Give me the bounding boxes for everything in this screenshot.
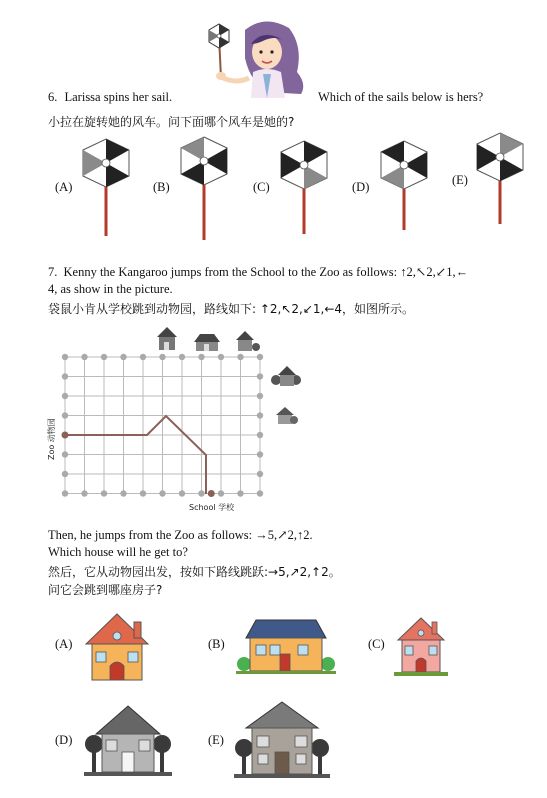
q6-option-d-label[interactable]: (D) (352, 180, 370, 194)
q7-which-zh: 问它会跳到哪座房子? (48, 583, 163, 597)
q7-option-a-label[interactable]: (A) (55, 637, 73, 651)
girl-with-pinwheel-illustration (205, 18, 317, 98)
q7-line2: 4, as show in the picture. (48, 282, 173, 296)
grid-dot (218, 354, 224, 360)
grid-dot (101, 354, 107, 360)
q7-line1-text: Kenny the Kangaroo jumps from the School to the Zoo as follows: ↑2,↖2,↙1,← (63, 265, 469, 279)
grid-dot (198, 490, 204, 496)
grid-dot (257, 373, 263, 379)
q6-option-d-pinwheel[interactable] (376, 138, 432, 230)
grid-house-icon-right-2 (276, 407, 298, 424)
grid-house-icon-top-3 (236, 331, 260, 351)
grid-dot (62, 354, 68, 360)
q7-option-e-house[interactable] (234, 696, 330, 780)
q6-text-zh: 小拉在旋转她的风车。问下面哪个风车是她的? (48, 115, 295, 129)
q7-which-line: Which house will he get to? (48, 545, 188, 559)
q6-number: 6. (48, 90, 58, 104)
girl-pinwheel-icon (209, 24, 229, 78)
q7-then-line: Then, he jumps from the Zoo as follows: →5,↗2,↑2. (48, 528, 313, 542)
kangaroo-grid-map (44, 322, 306, 514)
grid-dot (237, 354, 243, 360)
q7-option-b-label[interactable]: (B) (208, 637, 225, 651)
grid-dot (257, 471, 263, 477)
grid-dot (62, 393, 68, 399)
grid-dot (81, 490, 87, 496)
grid-dot (62, 412, 68, 418)
grid-dot (257, 490, 263, 496)
grid-dot (62, 451, 68, 457)
grid-house-icon-right-1 (271, 366, 301, 386)
q7-line1 (48, 264, 468, 280)
q6-option-b-pinwheel[interactable] (176, 134, 232, 240)
grid-endpoint-dot (208, 490, 215, 497)
grid-house-icon-top-1 (157, 327, 177, 350)
grid-dot (257, 432, 263, 438)
grid-dot (257, 354, 263, 360)
grid-dot (120, 490, 126, 496)
grid-dot (101, 490, 107, 496)
q7-option-c-label[interactable]: (C) (368, 637, 385, 651)
grid-dot (159, 354, 165, 360)
q6-option-c-pinwheel[interactable] (276, 138, 332, 234)
q6-option-e-pinwheel[interactable] (472, 130, 528, 224)
q7-option-e-label[interactable]: (E) (208, 733, 224, 747)
grid-dot (257, 451, 263, 457)
q6-text-en-b: Which of the sails below is hers? (318, 90, 484, 104)
q6-option-a-pinwheel[interactable] (78, 136, 134, 236)
q7-line3-zh: 袋鼠小肯从学校跳到动物园，路线如下: ↑2,↖2,↙1,←4，如图所示。 (48, 302, 415, 316)
grid-dot (179, 490, 185, 496)
grid-dot (198, 354, 204, 360)
grid-dot (179, 354, 185, 360)
grid-dot (140, 490, 146, 496)
grid-dot (140, 354, 146, 360)
grid-school-label: School 学校 (189, 503, 235, 512)
q7-option-d-house[interactable] (84, 702, 172, 776)
q7-number: 7. (48, 265, 58, 279)
grid-house-icon-top-2 (194, 334, 220, 351)
grid-dot (62, 490, 68, 496)
q6-option-b-label[interactable]: (B) (153, 180, 170, 194)
q7-option-a-house[interactable] (82, 612, 152, 684)
grid-lines (62, 354, 264, 497)
q7-option-c-house[interactable] (394, 616, 448, 676)
grid-dot (62, 471, 68, 477)
grid-zoo-label: Zoo 动物园 (47, 418, 56, 460)
q7-then-zh: 然后，它从动物园出发，按如下路线跳跃:→5,↗2,↑2。 (48, 565, 341, 579)
grid-dot (120, 354, 126, 360)
q6-option-a-label[interactable]: (A) (55, 180, 73, 194)
grid-dot (62, 373, 68, 379)
q6-option-c-label[interactable]: (C) (253, 180, 270, 194)
grid-dot (81, 354, 87, 360)
q7-option-b-house[interactable] (236, 618, 336, 674)
grid-dot (237, 490, 243, 496)
q6-option-e-label[interactable]: (E) (452, 173, 468, 187)
grid-dot (218, 490, 224, 496)
grid-dot (257, 393, 263, 399)
q7-option-d-label[interactable]: (D) (55, 733, 73, 747)
grid-dot (159, 490, 165, 496)
q6-line-en (48, 90, 172, 105)
q6-text-en-a: Larissa spins her sail. (64, 90, 173, 104)
grid-dot (257, 412, 263, 418)
